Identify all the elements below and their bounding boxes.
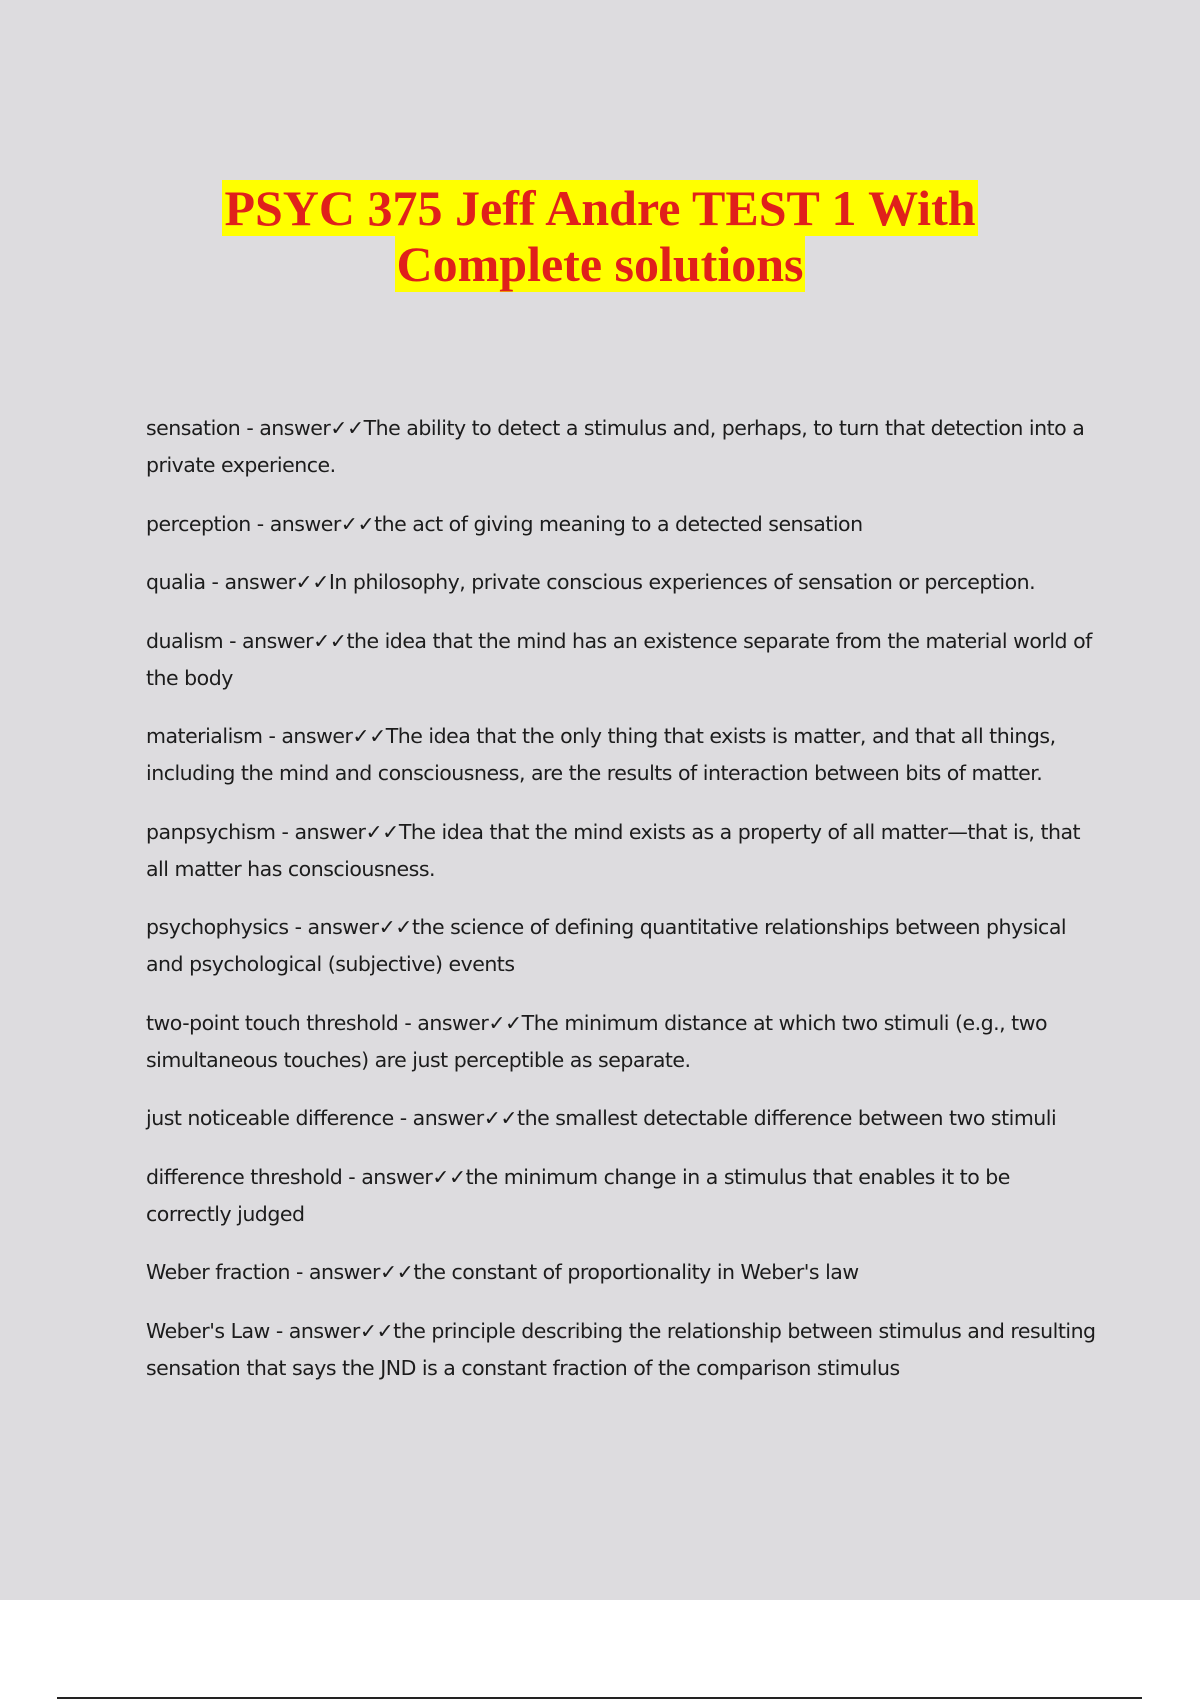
definition-entry (146, 1313, 1096, 1387)
definitions-list (146, 410, 1096, 1408)
entry-term: dualism (146, 628, 224, 653)
definition-entry (146, 1005, 1096, 1079)
check-mark: ✓✓ (295, 570, 329, 594)
entry-definition: the science of defining quantitative relationships between physical and psychological (subjective) events (146, 915, 1067, 976)
entry-separator: - answer (342, 1164, 433, 1189)
entry-separator: - answer (269, 1318, 360, 1343)
check-mark: ✓✓ (378, 915, 412, 939)
entry-term: materialism (146, 724, 263, 748)
entry-definition: the constant of proportionality in Weber's law (413, 1260, 859, 1284)
entry-term: just noticeable difference (146, 1106, 394, 1130)
check-mark: ✓✓ (483, 1106, 518, 1130)
entry-definition: the idea that the mind has an existence separate from the material world of the body (146, 628, 1092, 690)
definition-entry (146, 1159, 1096, 1233)
entry-separator: - answer (275, 819, 366, 844)
entry-definition: In philosophy, private conscious experiences of sensation or perception. (328, 570, 1036, 594)
entry-term: qualia (146, 570, 206, 594)
entry-term: difference threshold (146, 1164, 343, 1189)
entry-term: Weber's Law (146, 1318, 270, 1343)
entry-term: Weber fraction (146, 1260, 290, 1284)
entry-separator: - answer (240, 416, 331, 440)
check-mark: ✓✓ (340, 511, 375, 536)
entry-definition: the act of giving meaning to a detected sensation (374, 511, 863, 536)
title-line-1: PSYC 375 Jeff Andre TEST 1 With (224, 180, 976, 236)
entry-definition: the principle describing the relationship between stimulus and resulting sensation that says the JND is a constant fraction of the comparison stimulus (146, 1318, 1096, 1380)
entry-separator: - answer (262, 724, 353, 748)
entry-definition: the smallest detectable difference between two stimuli (517, 1106, 1057, 1130)
check-mark: ✓✓ (432, 1164, 466, 1189)
entry-definition: The idea that the only thing that exists is matter, and that all things, including the mind and consciousness, are the results of interaction between bits of matter. (146, 724, 1056, 785)
check-mark: ✓✓ (330, 416, 364, 440)
entry-separator: - answer (250, 511, 341, 536)
title-line-2: Complete solutions (396, 236, 804, 292)
definition-entry (146, 410, 1096, 484)
entry-term: panpsychism (146, 819, 276, 844)
entry-separator: - answer (205, 570, 296, 594)
entry-separator: - answer (398, 1010, 489, 1035)
entry-definition: the minimum change in a stimulus that enables it to be correctly judged (146, 1164, 1010, 1226)
entry-definition: The idea that the mind exists as a property of all matter—that is, that all matter has consciousness. (146, 819, 1081, 881)
definition-entry (146, 623, 1096, 697)
entry-definition: The minimum distance at which two stimuli (e.g., two simultaneous touches) are just perceptible as separate. (146, 1010, 1048, 1072)
check-mark: ✓✓ (365, 819, 399, 844)
entry-separator: - answer (290, 1260, 380, 1284)
entry-separator: - answer (393, 1106, 484, 1130)
page-title (0, 180, 1200, 292)
check-mark: ✓✓ (352, 724, 386, 748)
entry-term: perception (146, 511, 251, 536)
definition-entry (146, 909, 1096, 983)
definition-entry (146, 718, 1096, 792)
definition-entry (146, 564, 1096, 601)
check-mark: ✓✓ (313, 628, 347, 653)
check-mark: ✓✓ (359, 1318, 394, 1343)
definition-entry (146, 814, 1096, 888)
entry-separator: - answer (288, 915, 379, 939)
definition-entry (146, 1100, 1096, 1137)
entry-term: two-point touch threshold (146, 1010, 399, 1035)
footer-divider (57, 1697, 1142, 1699)
definition-entry (146, 1254, 1096, 1291)
definition-entry (146, 506, 1096, 543)
entry-separator: - answer (223, 628, 314, 653)
check-mark: ✓✓ (488, 1010, 522, 1035)
check-mark: ✓✓ (379, 1260, 414, 1284)
entry-term: sensation (146, 416, 241, 440)
entry-term: psychophysics (146, 915, 289, 939)
entry-definition: The ability to detect a stimulus and, perhaps, to turn that detection into a private experience. (146, 416, 1085, 477)
